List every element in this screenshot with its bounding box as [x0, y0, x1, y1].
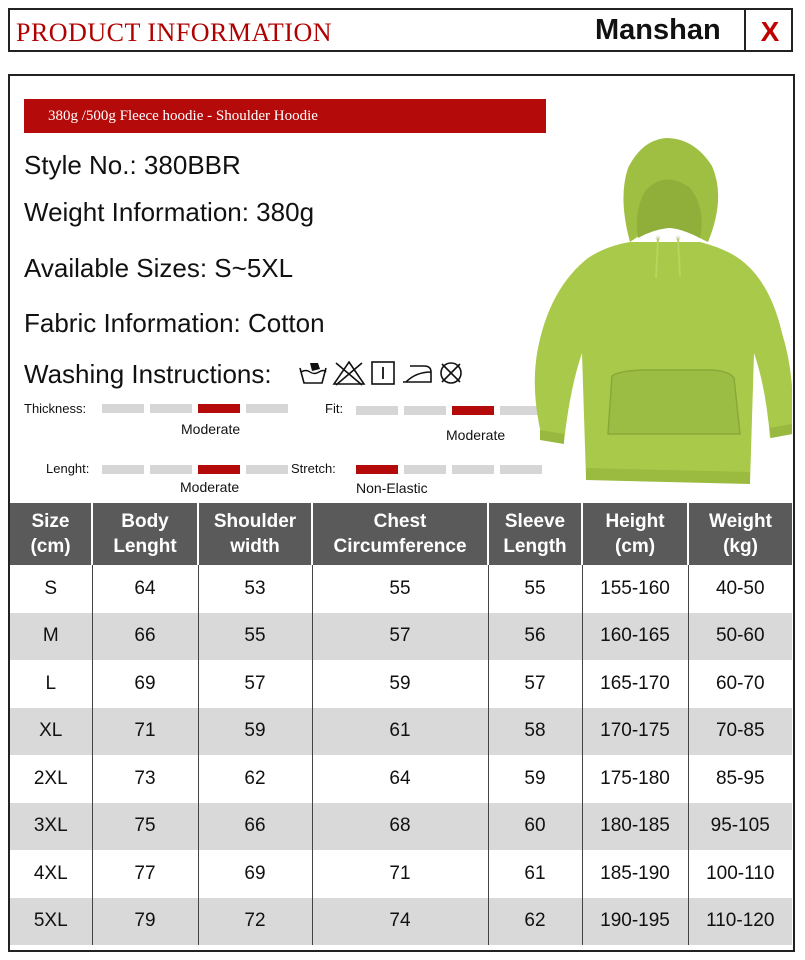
page-title: PRODUCT INFORMATION	[16, 18, 333, 47]
table-cell: 55	[312, 565, 488, 613]
size-table-header	[10, 503, 792, 565]
header-size: Size (cm)	[10, 503, 92, 565]
hoodie-body	[535, 138, 792, 484]
table-cell: 2XL	[10, 755, 92, 803]
meter-segment	[404, 406, 446, 415]
meter-segment	[150, 465, 192, 474]
table-cell: L	[10, 660, 92, 708]
table-cell: 95-105	[688, 803, 792, 851]
table-cell: 77	[92, 850, 198, 898]
table-cell: 100-110	[706, 862, 775, 884]
tumble-dry-icon	[370, 360, 396, 386]
table-cell: 62	[198, 755, 312, 803]
thickness-label: Thickness:	[24, 401, 87, 416]
table-cell: 155-160	[582, 565, 688, 613]
brand-name: Manshan	[595, 14, 721, 46]
table-cell: 71	[312, 850, 488, 898]
table-cell: 56	[488, 613, 582, 661]
fabric-info: Fabric Information: Cotton	[24, 308, 325, 338]
table-cell: 57	[312, 613, 488, 661]
table-cell: 59	[198, 708, 312, 756]
table-row	[10, 898, 792, 946]
style-number: Style No.: 380BBR	[24, 150, 241, 180]
washing-icons	[298, 360, 464, 386]
weight-info: Weight Information: 380g	[24, 197, 315, 227]
table-cell: 59	[312, 660, 488, 708]
table-cell: 85-95	[715, 767, 765, 789]
length-value: Moderate	[180, 479, 240, 495]
table-cell: 190-195	[582, 898, 688, 946]
header-shoulder-width: Shoulder width	[198, 503, 312, 565]
close-button[interactable]: X	[760, 16, 780, 47]
table-cell: 50-60	[688, 613, 792, 661]
table-cell: 170-175	[582, 708, 688, 756]
meter-segment	[198, 404, 240, 413]
table-cell: 55	[488, 565, 582, 613]
table-row	[10, 613, 792, 661]
header-bar	[8, 8, 793, 52]
header-chest: Chest Circumference	[312, 503, 488, 565]
table-cell: M	[10, 613, 92, 661]
meter-segment	[102, 404, 144, 413]
table-cell: 165-170	[582, 660, 688, 708]
header-weight: Weight (kg)	[688, 503, 792, 565]
table-cell: 53	[198, 565, 312, 613]
table-cell: 70-85	[688, 708, 792, 756]
table-cell: 4XL	[10, 850, 92, 898]
table-cell: 5XL	[10, 898, 92, 946]
header-body-length: Body Lenght	[92, 503, 198, 565]
table-cell: 57	[488, 660, 582, 708]
meter-segment	[150, 404, 192, 413]
no-dry-clean-icon	[438, 360, 464, 386]
table-cell: 69	[198, 850, 312, 898]
table-cell: 66	[92, 613, 198, 661]
table-cell: 60	[488, 803, 582, 851]
hoodie-image	[530, 138, 792, 490]
table-cell: 61	[488, 850, 582, 898]
meter-segment	[246, 465, 288, 474]
table-row	[10, 708, 792, 756]
meter-segment	[356, 465, 398, 474]
table-row	[10, 803, 792, 851]
fit-label: Fit:	[325, 401, 344, 416]
table-cell: XL	[10, 708, 92, 756]
table-cell: 64	[312, 755, 488, 803]
fit-meter	[356, 406, 542, 415]
length-meter	[102, 465, 288, 474]
stretch-label: Stretch:	[291, 461, 336, 476]
meter-segment	[246, 404, 288, 413]
size-table	[10, 503, 792, 945]
hand-wash-icon	[298, 360, 328, 386]
table-cell: 57	[198, 660, 312, 708]
available-sizes: Available Sizes: S~5XL	[24, 253, 294, 283]
table-cell: 175-180	[582, 755, 688, 803]
table-cell: S	[10, 565, 92, 613]
table-cell: 69	[92, 660, 198, 708]
stretch-meter	[356, 465, 542, 474]
fit-value: Moderate	[446, 427, 506, 443]
thickness-meter	[102, 404, 288, 413]
table-cell: 72	[198, 898, 312, 946]
no-bleach-icon	[332, 360, 366, 386]
table-row	[10, 660, 792, 708]
table-row	[10, 850, 792, 898]
meter-segment	[404, 465, 446, 474]
table-cell: 68	[312, 803, 488, 851]
washing-instructions: Washing Instructions:	[24, 359, 272, 389]
table-cell: 59	[488, 755, 582, 803]
table-cell: 110-120	[688, 898, 792, 946]
stretch-value: Non-Elastic	[356, 480, 428, 496]
table-cell: 160-165	[582, 613, 688, 661]
table-cell: 3XL	[10, 803, 92, 851]
table-cell: 62	[488, 898, 582, 946]
table-cell: 61	[312, 708, 488, 756]
thickness-value: Moderate	[181, 421, 241, 437]
table-cell: 71	[92, 708, 198, 756]
header-divider	[744, 10, 746, 50]
meter-segment	[452, 465, 494, 474]
header-height: Height (cm)	[582, 503, 688, 565]
table-cell: 66	[198, 803, 312, 851]
iron-icon	[400, 360, 434, 386]
header-sleeve-length: Sleeve Length	[488, 503, 582, 565]
length-label: Lenght:	[46, 461, 90, 476]
table-cell: 60-70	[715, 672, 765, 694]
table-cell: 75	[92, 803, 198, 851]
table-cell: 73	[92, 755, 198, 803]
table-cell: 40-50	[715, 577, 765, 599]
meter-segment	[356, 406, 398, 415]
table-cell: 55	[198, 613, 312, 661]
meter-segment	[102, 465, 144, 474]
table-row	[10, 565, 792, 613]
table-cell: 58	[488, 708, 582, 756]
table-cell: 64	[92, 565, 198, 613]
table-row	[10, 755, 792, 803]
product-banner: 380g /500g Fleece hoodie - Shoulder Hoodie	[24, 99, 546, 133]
table-cell: 180-185	[582, 803, 688, 851]
meter-segment	[198, 465, 240, 474]
table-cell: 185-190	[582, 850, 688, 898]
meter-segment	[452, 406, 494, 415]
table-cell: 74	[312, 898, 488, 946]
table-cell: 79	[92, 898, 198, 946]
